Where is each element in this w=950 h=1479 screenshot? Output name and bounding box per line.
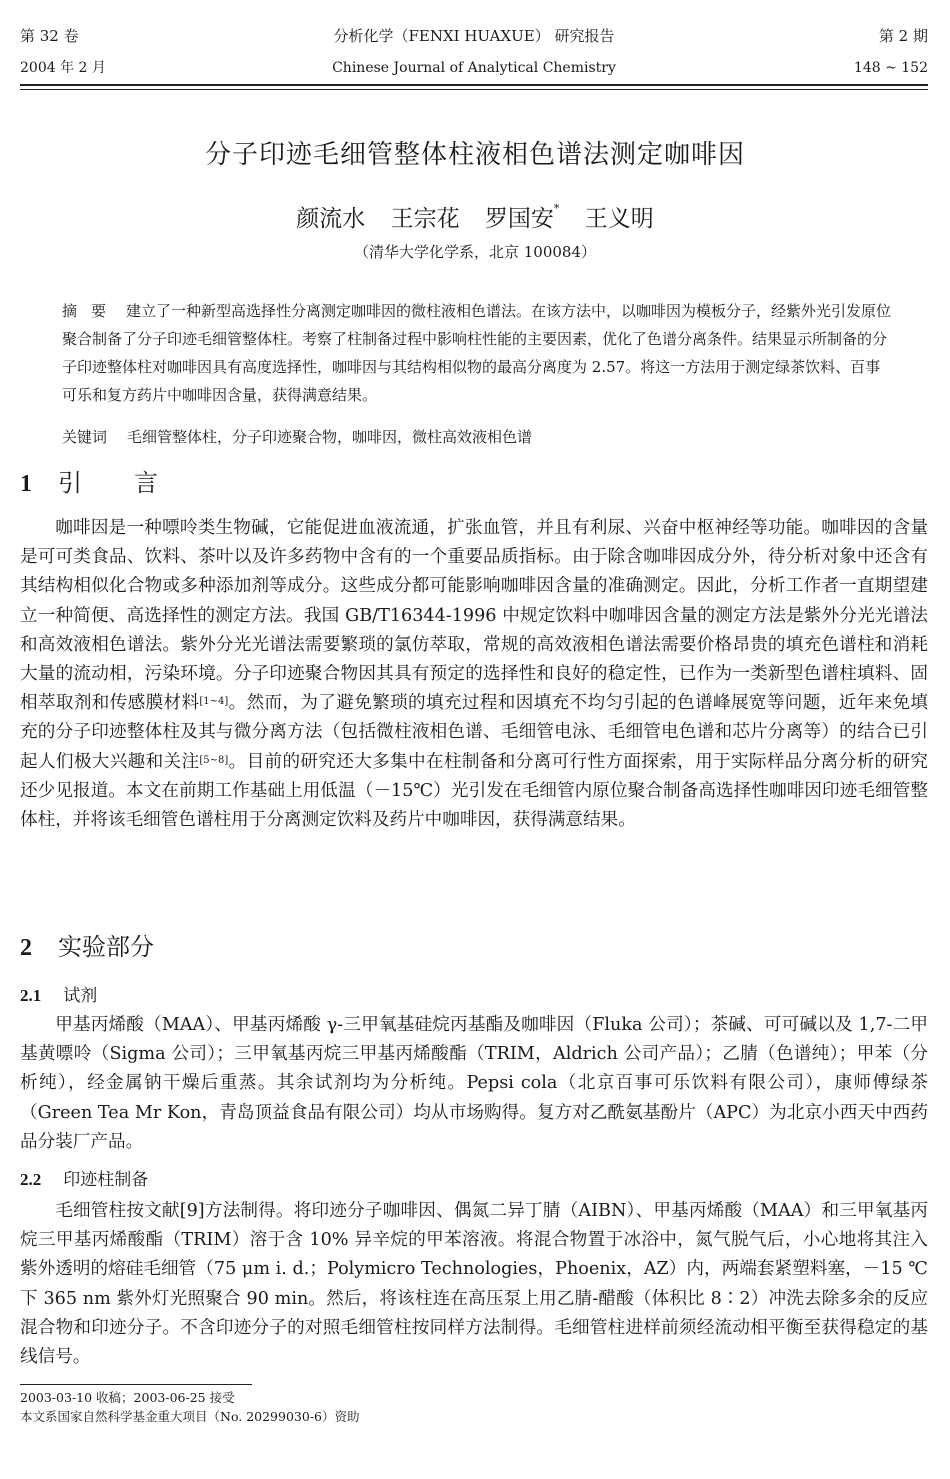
footnote-rule xyxy=(20,1384,252,1385)
introduction-paragraph xyxy=(20,514,928,835)
authors-after-star: 王义明 xyxy=(559,206,654,232)
section-heading-experimental xyxy=(20,932,154,963)
citation-5-8: [5~8] xyxy=(199,754,229,766)
column-preparation-paragraph: 毛细管柱按文献[9]方法制得。将印迹分子咖啡因、偶氮二异丁腈（AIBN）、甲基丙烯酸（MAA）和三甲氧基丙烷三甲基丙烯酸酯（TRIM）溶于含 10% 异辛烷的甲苯溶液。将混合物置于冰浴中，氮气脱气后，小心地将其注入紫外透明的熔硅毛细管（75 μm i. d.；Polymicro Technologies，Phoenix，AZ）内，两端套紧塑料塞，－15 ℃下 365 nm 紫外灯光照聚合 90 min。然后，将该柱连在高压泵上用乙腈-醋酸（体积比 8∶2）冲洗去除多余的反应混合物和印迹分子。不含印迹分子的对照毛细管柱按同样方法制得。毛细管柱进样前须经流动相平衡至获得稳定的基线信号。 xyxy=(20,1201,928,1368)
author-list xyxy=(0,200,950,233)
journal-name-en: Chinese Journal of Analytical Chemistry xyxy=(332,60,616,76)
keywords-label: 关键词 xyxy=(62,428,108,446)
header-rule-thick xyxy=(20,84,928,86)
citation-1-4: [1~4] xyxy=(199,696,229,708)
section-heading-introduction xyxy=(20,468,210,499)
paper-title: 分子印迹毛细管整体柱液相色谱法测定咖啡因 xyxy=(204,140,745,170)
subsection-title: 试剂 xyxy=(63,986,98,1006)
intro-text-b: 。然而，为了避免繁琐的填充过程和因填充不均匀引起的色谱峰展宽等问题，近年来免填充的分子印迹整体柱及其与微分离方法（包括微柱液相色谱、毛细管电泳、毛细管电色谱和芯片分离等）的结合已引起人们极大兴趣和关注 xyxy=(20,693,928,772)
corresponding-author-mark: * xyxy=(553,202,560,215)
subsection-heading-column-preparation xyxy=(20,1168,148,1192)
abstract-label: 摘要 xyxy=(62,302,121,320)
footnote-funding: 本文系国家自然科学基金重大项目（No. 20299030-6）资助 xyxy=(20,1409,360,1424)
issue-label: 第 2 期 xyxy=(878,27,928,45)
subsection-number: 2.2 xyxy=(20,1170,42,1189)
abstract xyxy=(62,297,892,409)
subsection-heading-reagents xyxy=(20,984,97,1008)
header-rule-thin xyxy=(20,89,928,90)
subsection-title: 印迹柱制备 xyxy=(63,1170,149,1190)
keywords xyxy=(62,425,892,449)
keywords-text: 毛细管整体柱，分子印迹聚合物，咖啡因，微柱高效液相色谱 xyxy=(127,428,533,446)
intro-text-a: 咖啡因是一种嘌呤类生物碱，它能促进血液流通，扩张血管，并且有利尿、兴奋中枢神经等功能。咖啡因的含量是可可类食品、饮料、茶叶以及许多药物中含有的一个重要品质指标。由于除含咖啡因成分外，待分析对象中还含有其结构相似化合物或多种添加剂等成分。这些成分都可能影响咖啡因含量的准确测定。因此，分析工作者一直期望建立一种简便、高选择性的测定方法。我国 GB/T16344-1996 中规定饮料中咖啡因含量的测定方法是紫外分光光谱法和高效液相色谱法。紫外分光光谱法需要繁琐的氯仿萃取，常规的高效液相色谱法需要价格昂贵的填充色谱柱和消耗大量的流动相，污染环境。分子印迹聚合物因其具有预定的选择性和良好的稳定性，已作为一类新型色谱柱填料、固相萃取剂和传感膜材料 xyxy=(20,518,928,714)
section-number: 2 xyxy=(20,935,32,961)
affiliation: （清华大学化学系，北京 100084） xyxy=(353,243,597,261)
section-title: 引言 xyxy=(58,469,210,497)
abstract-text: 建立了一种新型高选择性分离测定咖啡因的微柱液相色谱法。在该方法中，以咖啡因为模板分子，经紫外光引发原位聚合制备了分子印迹毛细管整体柱。考察了柱制备过程中影响柱性能的主要因素，优化了色谱分离条件。结果显示所制备的分子印迹整体柱对咖啡因具有高度选择性，咖啡因与其结构相似物的最高分离度为 2.57。将这一方法用于测定绿茶饮料、百事可乐和复方药片中咖啡因含量，获得满意结果。 xyxy=(62,302,892,404)
authors-before-star: 颜流水 王宗花 罗国安 xyxy=(296,206,554,232)
subsection-number: 2.1 xyxy=(20,986,42,1005)
volume-label: 第 32 卷 xyxy=(20,27,79,45)
footnote-received: 2003-03-10 收稿；2003-06-25 接受 xyxy=(20,1390,235,1405)
intro-text-c: 。目前的研究还大多集中在柱制备和分离可行性方面探索，用于实际样品分离分析的研究还少见报道。本文在前期工作基础上用低温（－15℃）光引发在毛细管内原位聚合制备高选择性咖啡因印迹毛细管整体柱，并将该毛细管色谱柱用于分离测定饮料及药片中咖啡因，获得满意结果。 xyxy=(20,751,928,831)
publication-date: 2004 年 2 月 xyxy=(20,60,106,76)
page-range: 148 ~ 152 xyxy=(853,60,928,76)
section-number: 1 xyxy=(20,471,32,497)
reagents-paragraph: 甲基丙烯酸（MAA）、甲基丙烯酸 γ-三甲氧基硅烷丙基酯及咖啡因（Fluka 公司）；茶碱、可可碱以及 1,7-二甲基黄嘌呤（Sigma 公司）；三甲氧基丙烷三甲基丙烯酸酯（TRIM，Aldrich 公司产品）；乙腈（色谱纯）；甲苯（分析纯），经金属钠干燥后重蒸。其余试剂均为分析纯。Pepsi cola（北京百事可乐饮料有限公司），康师傅绿茶（Green Tea Mr Kon，青岛顶益食品有限公司）均从市场购得。复方对乙酰氨基酚片（APC）为北京小西天中西药品分装厂产品。 xyxy=(20,1015,928,1152)
section-title: 实验部分 xyxy=(58,933,154,961)
journal-name-cn: 分析化学（FENXI HUAXUE） 研究报告 xyxy=(333,27,615,45)
